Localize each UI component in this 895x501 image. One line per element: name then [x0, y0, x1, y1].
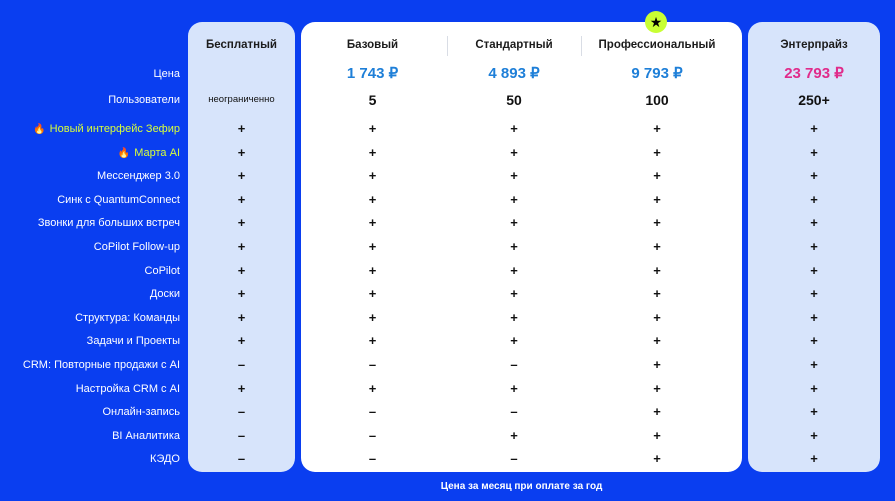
feature-name: КЭДО [150, 453, 180, 466]
included-mark: + [810, 451, 818, 467]
included-mark: + [653, 215, 661, 231]
included-mark: + [368, 215, 377, 231]
feature-name: Марта AI [134, 146, 180, 159]
column-divider [581, 36, 582, 56]
included-mark: + [237, 215, 246, 231]
feature-label [0, 193, 180, 207]
feature-name: Настройка CRM с AI [75, 382, 180, 395]
plan-header-3: Профессиональный [598, 39, 716, 51]
included-mark: + [653, 191, 661, 207]
feature-label [0, 287, 180, 301]
included-mark: + [237, 239, 246, 254]
feature-name: BI Аналитика [112, 429, 180, 442]
feature-name: CoPilot [144, 264, 180, 277]
included-mark: + [237, 144, 246, 160]
plan-price-4: 23 793 ₽ [784, 65, 844, 82]
included-mark: + [653, 357, 661, 372]
feature-name: Новый интерфейс Зефир [49, 123, 180, 135]
plan-header-1: Базовый [346, 39, 399, 51]
included-mark: + [237, 191, 246, 207]
feature-name: Структура: Команды [75, 311, 180, 324]
included-mark: + [653, 262, 661, 278]
included-mark: + [810, 168, 818, 184]
included-mark: + [810, 286, 818, 302]
included-mark: + [810, 262, 818, 278]
included-mark: + [237, 121, 246, 136]
row-label-users: Пользователи [108, 94, 180, 106]
included-mark: + [810, 404, 818, 420]
included-mark: + [510, 380, 518, 396]
plan-users-1: 5 [368, 92, 377, 108]
column-divider [447, 36, 448, 56]
included-mark: + [653, 404, 661, 420]
included-mark: + [368, 333, 377, 349]
included-mark: + [810, 380, 818, 396]
plan-price-3: 9 793 ₽ [631, 65, 683, 82]
included-mark: + [653, 333, 661, 349]
included-mark: + [510, 286, 518, 302]
fire-icon: 🔥 [117, 147, 131, 159]
included-mark: + [510, 144, 518, 160]
included-mark: + [368, 121, 377, 136]
feature-label [0, 452, 180, 466]
plan-users-0: неограниченно [208, 94, 275, 105]
included-mark: + [510, 239, 518, 254]
excluded-mark: – [237, 357, 246, 372]
included-mark: + [510, 427, 518, 443]
plan-price-1: 1 743 ₽ [346, 65, 399, 82]
feature-name: Мессенджер 3.0 [97, 170, 180, 183]
included-mark: + [653, 168, 661, 184]
excluded-mark: – [368, 404, 377, 420]
pricing-footnote: Цена за месяц при оплате за год [440, 481, 603, 492]
included-mark: + [653, 427, 661, 443]
included-mark: + [368, 144, 377, 160]
feature-label [0, 358, 180, 372]
feature-name: Звонки для больших встреч [37, 217, 180, 230]
included-mark: + [653, 286, 661, 302]
included-mark: + [810, 215, 818, 231]
feature-name: CRM: Повторные продажи с AI [22, 359, 180, 371]
included-mark: + [653, 121, 661, 136]
excluded-mark: – [368, 451, 377, 467]
included-mark: + [368, 262, 377, 278]
feature-label [0, 311, 180, 325]
excluded-mark: – [237, 427, 246, 443]
feature-name: Синк с QuantumConnect [57, 193, 180, 206]
included-mark: + [810, 333, 818, 349]
feature-name: Онлайн-запись [102, 406, 180, 419]
row-label-price: Цена [153, 68, 180, 80]
feature-label [0, 334, 180, 348]
feature-label [0, 264, 180, 278]
included-mark: + [810, 144, 818, 160]
included-mark: + [237, 309, 246, 325]
feature-name: Доски [149, 288, 180, 301]
feature-label [0, 405, 180, 419]
included-mark: + [510, 215, 518, 231]
plan-header-2: Стандартный [475, 39, 553, 51]
included-mark: + [510, 168, 518, 184]
excluded-mark: – [237, 451, 246, 467]
included-mark: + [237, 380, 246, 396]
included-mark: + [510, 333, 518, 349]
excluded-mark: – [510, 357, 518, 372]
excluded-mark: – [510, 451, 518, 467]
excluded-mark: – [237, 404, 246, 420]
included-mark: + [510, 121, 518, 136]
included-mark: + [653, 309, 661, 325]
included-mark: + [653, 144, 661, 160]
plan-price-2: 4 893 ₽ [488, 65, 540, 82]
included-mark: + [810, 357, 818, 372]
included-mark: + [368, 286, 377, 302]
featured-star-icon: ★ [645, 11, 667, 33]
included-mark: + [510, 191, 518, 207]
plan-header-4: Энтерпрайз [780, 39, 848, 51]
plan-users-2: 50 [506, 92, 522, 108]
plan-users-3: 100 [645, 92, 669, 108]
excluded-mark: – [510, 404, 518, 420]
included-mark: + [810, 239, 818, 254]
included-mark: + [368, 168, 377, 184]
included-mark: + [510, 262, 518, 278]
included-mark: + [810, 309, 818, 325]
feature-label [0, 382, 180, 396]
included-mark: + [510, 309, 518, 325]
feature-label [0, 169, 180, 183]
feature-label [0, 146, 180, 160]
included-mark: + [653, 451, 661, 467]
included-mark: + [368, 191, 377, 207]
plan-users-4: 250+ [798, 92, 830, 108]
included-mark: + [237, 286, 246, 302]
included-mark: + [237, 168, 246, 184]
included-mark: + [653, 239, 661, 254]
feature-label [0, 429, 180, 443]
feature-label [0, 122, 180, 136]
plan-price-0 [188, 66, 295, 82]
feature-name: Задачи и Проекты [86, 335, 180, 348]
included-mark: + [237, 262, 246, 278]
feature-label [0, 216, 180, 230]
feature-name: CoPilot Follow-up [93, 241, 180, 253]
included-mark: + [810, 191, 818, 207]
fire-icon: 🔥 [33, 124, 46, 135]
included-mark: + [810, 427, 818, 443]
included-mark: + [237, 333, 246, 349]
feature-label [0, 240, 180, 254]
included-mark: + [368, 309, 377, 325]
plan-header-0: Бесплатный [205, 39, 278, 51]
included-mark: + [368, 380, 377, 396]
included-mark: + [368, 239, 377, 254]
included-mark: + [653, 380, 661, 396]
included-mark: + [810, 121, 818, 136]
excluded-mark: – [368, 427, 377, 443]
excluded-mark: – [368, 357, 377, 372]
